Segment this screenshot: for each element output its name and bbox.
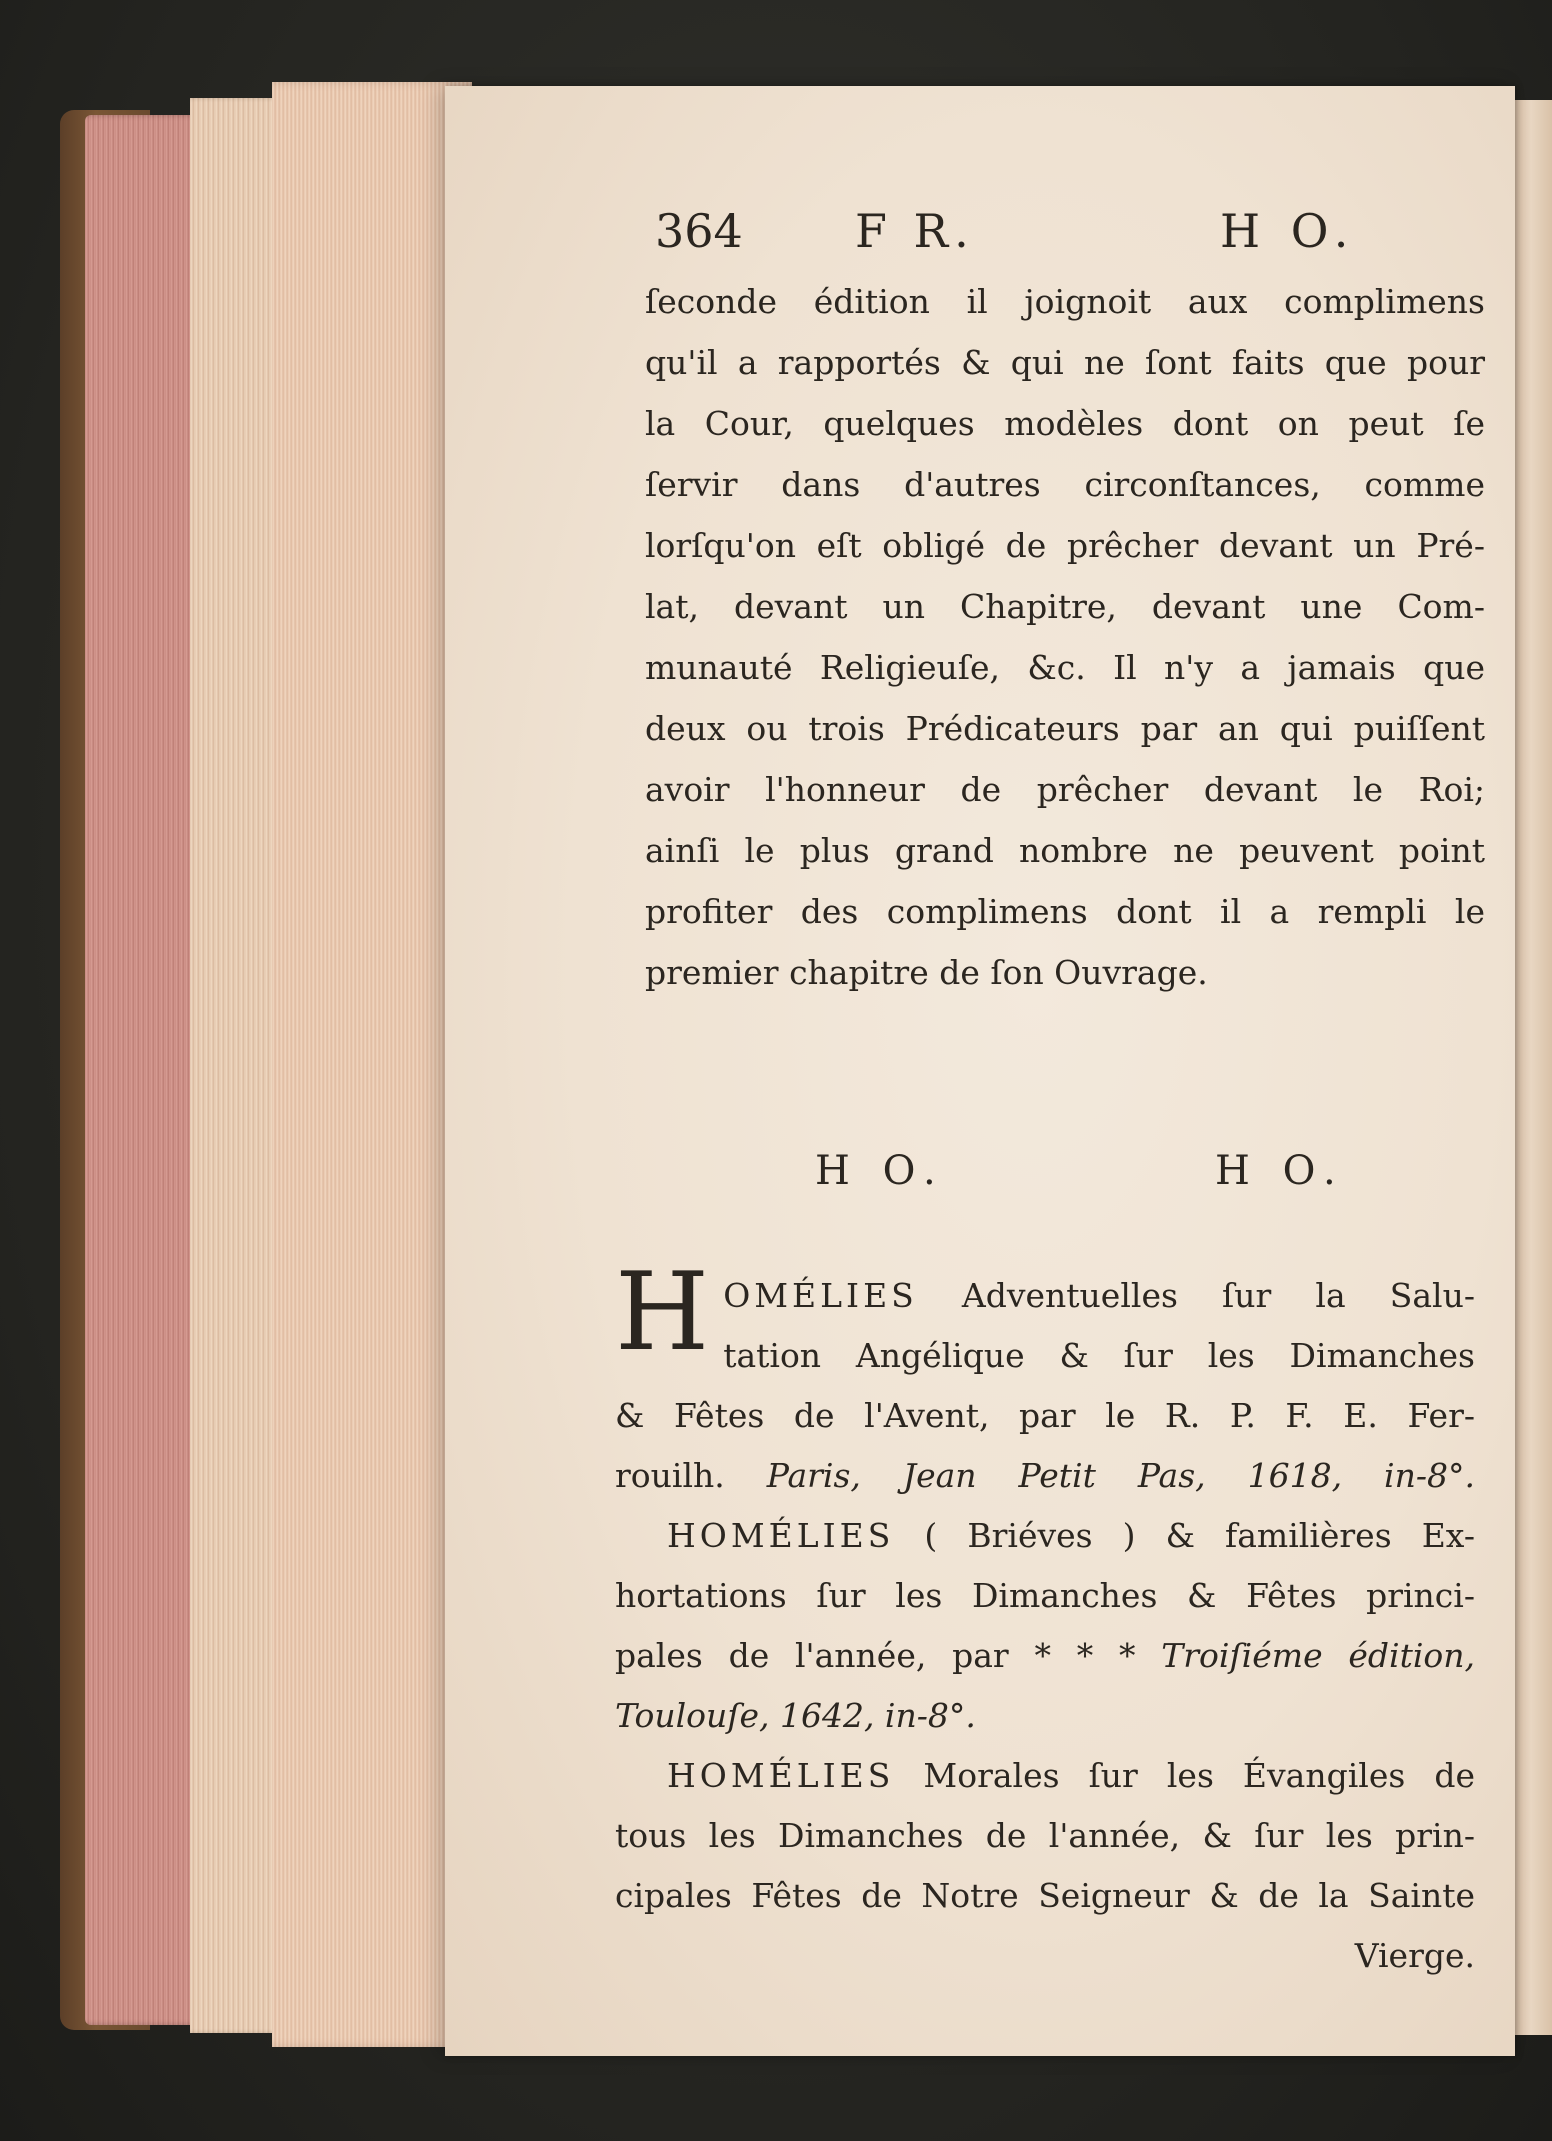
entry-line: tous les Dimanches de l'année, & ſur les prin-	[615, 1816, 1475, 1855]
entry-line: cipales Fêtes de Notre Seigneur & de la Sainte	[615, 1876, 1475, 1915]
section-heading-right: H O.	[1215, 1148, 1346, 1194]
entry-line	[615, 1746, 1475, 1806]
entry-line	[615, 1506, 1475, 1566]
entry-text: rouilh.	[615, 1456, 767, 1495]
entry-imprint: Troiſiéme édition,	[1161, 1636, 1475, 1675]
entry-line	[615, 1446, 1475, 1506]
page-number: 364	[655, 204, 743, 258]
entry	[615, 1506, 1475, 1746]
entry	[615, 1746, 1475, 1986]
book-page	[445, 86, 1515, 2056]
text-line: premier chapitre de ſon Ouvrage.	[645, 953, 1208, 992]
running-head	[655, 204, 1435, 264]
entry-text: ( Briéves ) & familières Ex-	[894, 1516, 1475, 1555]
continuation-paragraph	[645, 271, 1485, 1003]
section-heading	[815, 1148, 1425, 1208]
entry-line: Vierge.	[1354, 1936, 1475, 1975]
text-line: profiter des complimens dont il a rempli le	[645, 892, 1485, 931]
running-head-left: F R.	[855, 204, 975, 258]
entry-line: tation Angélique & ſur les Dimanches	[723, 1336, 1475, 1375]
entry-text: Morales ſur les Évangiles de	[894, 1756, 1475, 1795]
entry-heading-word: HOMÉLIES	[667, 1516, 895, 1555]
entry-heading-word: HOMÉLIES	[667, 1756, 895, 1795]
next-leaf-edge	[1510, 100, 1552, 2035]
entry-heading-word: OMÉLIES	[723, 1276, 918, 1315]
page-edges-inner	[272, 82, 472, 2047]
entry-line: Toulouſe, 1642, in-8°.	[615, 1696, 976, 1735]
running-head-right: H O.	[1220, 204, 1357, 258]
text-line: ainſi le plus grand nombre ne peuvent point	[645, 831, 1485, 870]
text-line: deux ou trois Prédicateurs par an qui puiſſent	[645, 709, 1485, 748]
entry	[615, 1250, 1475, 1506]
bibliography-entries	[615, 1250, 1475, 1986]
text-line: qu'il a rapportés & qui ne ſont faits que pour	[645, 343, 1485, 382]
entry-text: Adventuelles ſur la Salu-	[917, 1276, 1475, 1315]
text-line: ſervir dans d'autres circonſtances, comme	[645, 465, 1485, 504]
text-line: ſeconde édition il joignoit aux complimens	[645, 282, 1485, 321]
entry-text: pales de l'année, par * * *	[615, 1636, 1162, 1675]
section-heading-left: H O.	[815, 1148, 946, 1194]
text-line: avoir l'honneur de prêcher devant le Roi;	[645, 770, 1485, 809]
text-line: munauté Religieuſe, &c. Il n'y a jamais que	[645, 648, 1485, 687]
entry-line: hortations ſur les Dimanches & Fêtes princi-	[615, 1576, 1475, 1615]
entry-imprint: Paris, Jean Petit Pas, 1618, in-8°.	[766, 1456, 1475, 1495]
entry-line	[615, 1266, 1475, 1326]
text-line: la Cour, quelques modèles dont on peut ſe	[645, 404, 1485, 443]
entry-line	[615, 1626, 1475, 1686]
text-line: lorſqu'on eſt obligé de prêcher devant un Pré-	[645, 526, 1485, 565]
text-line: lat, devant un Chapitre, devant une Com-	[645, 587, 1485, 626]
entry-line: & Fêtes de l'Avent, par le R. P. F. E. Fer-	[615, 1396, 1475, 1435]
drop-cap: H	[615, 1250, 710, 1375]
